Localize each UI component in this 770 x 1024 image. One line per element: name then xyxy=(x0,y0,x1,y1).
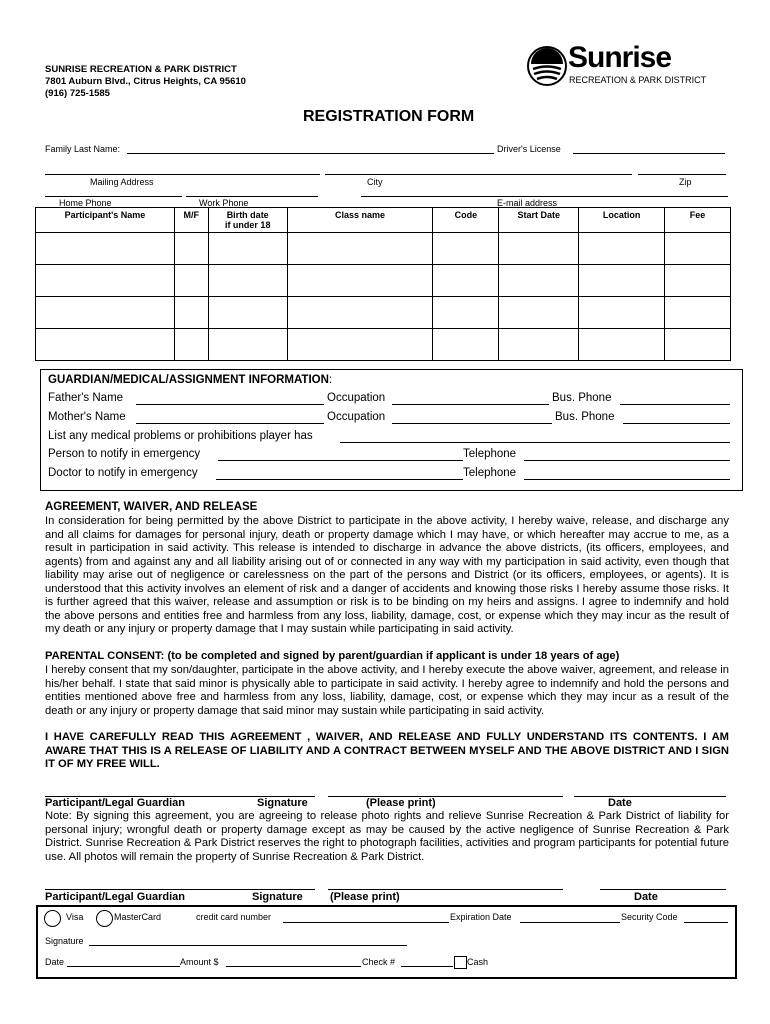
doctor-label: Doctor to notify in emergency xyxy=(48,467,198,479)
mastercard-label: MasterCard xyxy=(114,912,162,922)
father-occupation-field[interactable] xyxy=(392,404,549,405)
col-class-name: Class name xyxy=(287,208,433,233)
table-row[interactable] xyxy=(36,233,731,265)
medical-label: List any medical problems or prohibitions player has xyxy=(48,430,313,442)
doctor-telephone-label: Telephone xyxy=(463,467,517,479)
org-phone: (916) 725-1585 xyxy=(45,88,110,99)
mother-name-label: Mother's Name xyxy=(48,411,126,423)
security-code-label: Security Code xyxy=(621,912,678,922)
father-name-field[interactable] xyxy=(136,404,324,405)
sig1-signature-label: Signature xyxy=(257,797,308,809)
sig1-print-label: (Please print) xyxy=(366,797,436,809)
guardian-heading-wrap xyxy=(48,374,332,386)
org-address: 7801 Auburn Blvd., Citrus Heights, CA 95610 xyxy=(45,76,246,87)
payment-signature-label: Signature xyxy=(45,936,84,946)
agreement-body: In consideration for being permitted by the above District to participate in the above activity, I hereby waive, release, and discharge any and all claims for damages for personal injury, death or property damage which I may have, or which hereafter may accrue to me, as a result in participation in said activity. This release is intended to discharge in advance the above districts, (its officers, employees, and agents) from and against any and all liability arising out of or connected in any way with my participation in said activity, even though that liability may arise out of negligence or carelessness on the part of the persons and District (or its officers, employees, or agents). It is understood that this activity involves an element of risk and a danger of accidents and knowing those risks I hereby assume those risks. It is further agreed that this waiver, release and assumption or risk is to be binding on my heirs and assigns. I agree to indemnify and hold the above persons and entities free and harmless from any loss, liability, damage, cost, or expense which they may incur as the result of my death or any injury or property damage that I may sustain while participating in said activity. xyxy=(45,515,729,635)
security-code-field[interactable] xyxy=(684,922,728,923)
sig1-participant-label: Participant/Legal Guardian xyxy=(45,797,185,809)
check-number-field[interactable] xyxy=(401,966,453,967)
drivers-license-field[interactable] xyxy=(573,153,725,154)
sig2-signature-label: Signature xyxy=(252,891,303,903)
work-phone-field[interactable] xyxy=(186,196,318,197)
visa-radio[interactable] xyxy=(44,910,61,927)
zip-label: Zip xyxy=(679,177,692,187)
mother-bus-phone-label: Bus. Phone xyxy=(555,411,615,423)
father-bus-phone-field[interactable] xyxy=(620,404,730,405)
sunrise-logo-icon xyxy=(527,46,567,86)
father-bus-phone-label: Bus. Phone xyxy=(552,392,612,404)
home-phone-label: Home Phone xyxy=(59,198,112,208)
col-location: Location xyxy=(579,208,665,233)
guardian-heading: GUARDIAN/MEDICAL/ASSIGNMENT INFORMATION xyxy=(48,374,329,386)
table-row[interactable] xyxy=(36,329,731,361)
col-birth-date-label: Birth date if under 18 xyxy=(224,210,271,230)
card-number-label: credit card number xyxy=(196,912,272,922)
cash-label: Cash xyxy=(467,957,489,967)
sig2-participant-label: Participant/Legal Guardian xyxy=(45,891,185,903)
zip-field[interactable] xyxy=(638,174,726,175)
logo-word: Sunrise xyxy=(568,41,672,74)
date1-line[interactable] xyxy=(574,796,726,797)
expiration-label: Expiration Date xyxy=(450,912,512,922)
emergency-telephone-label: Telephone xyxy=(463,448,517,460)
father-occupation-label: Occupation xyxy=(327,392,386,404)
emergency-label: Person to notify in emergency xyxy=(48,448,201,460)
emergency-field[interactable] xyxy=(218,460,463,461)
email-label: E-mail address xyxy=(497,198,558,208)
print-name2-line[interactable] xyxy=(328,889,563,890)
city-label: City xyxy=(367,177,383,187)
mother-name-field[interactable] xyxy=(136,423,324,424)
expiration-field[interactable] xyxy=(520,922,620,923)
print-name1-line[interactable] xyxy=(328,796,563,797)
agreement-heading: AGREEMENT, WAIVER, AND RELEASE xyxy=(45,501,258,513)
check-label: Check # xyxy=(362,957,396,967)
drivers-license-label: Driver's License xyxy=(497,144,561,154)
cash-checkbox[interactable] xyxy=(454,956,467,969)
col-birth-date xyxy=(208,208,287,233)
card-number-field[interactable] xyxy=(283,922,449,923)
table-row[interactable] xyxy=(36,265,731,297)
date2-line[interactable] xyxy=(600,889,726,890)
family-last-name-label: Family Last Name: xyxy=(45,144,121,154)
mailing-address-label: Mailing Address xyxy=(90,177,154,187)
doctor-field[interactable] xyxy=(216,479,463,480)
col-mf: M/F xyxy=(174,208,208,233)
org-name: SUNRISE RECREATION & PARK DISTRICT xyxy=(45,64,237,75)
doctor-telephone-field[interactable] xyxy=(524,479,730,480)
parental-consent-heading: PARENTAL CONSENT: (to be completed and signed by parent/guardian if applicant is under 18 years of age) xyxy=(45,650,620,662)
payment-signature-field[interactable] xyxy=(89,945,407,946)
agreement-caps: I HAVE CAREFULLY READ THIS AGREEMENT , WAIVER, AND RELEASE AND FULLY UNDERSTAND ITS CONTENTS. I AM AWARE THAT THIS IS A RELEASE OF LIABILITY AND A CONTRACT BETWEEN MYSELF AND THE ABOVE DISTRICT AND I SIGN IT OF MY FREE WILL. xyxy=(45,731,729,770)
col-start-date: Start Date xyxy=(499,208,579,233)
payment-date-field[interactable] xyxy=(67,966,180,967)
parental-consent-body: I hereby consent that my son/daughter, participate in the above activity, and I hereby execute the above waiver, agreement, and release in his/her behalf. I state that said minor is physically able to participate in said activity. I hereby agree to indemnify and hold the persons and entities mentioned above free and harmless from any loss, liability, damage, cost, or expense which they may incur as a result of the death or any injury or property damage that said minor may sustain while participating in said activity. xyxy=(45,664,729,717)
mother-bus-phone-field[interactable] xyxy=(623,423,730,424)
mastercard-radio[interactable] xyxy=(96,910,113,927)
emergency-telephone-field[interactable] xyxy=(524,460,730,461)
form-title: REGISTRATION FORM xyxy=(303,108,475,125)
participant-table xyxy=(35,207,731,361)
home-phone-field[interactable] xyxy=(45,196,182,197)
medical-field[interactable] xyxy=(340,442,730,443)
city-field[interactable] xyxy=(325,174,632,175)
mother-occupation-label: Occupation xyxy=(327,411,386,423)
mother-occupation-field[interactable] xyxy=(392,423,552,424)
email-field[interactable] xyxy=(361,196,728,197)
payment-date-label: Date xyxy=(45,957,65,967)
signature2-line[interactable] xyxy=(45,889,315,890)
family-last-name-field[interactable] xyxy=(127,153,494,154)
table-row[interactable] xyxy=(36,297,731,329)
col-code: Code xyxy=(433,208,499,233)
sig2-print-label: (Please print) xyxy=(330,891,400,903)
mailing-address-field[interactable] xyxy=(45,174,320,175)
work-phone-label: Work Phone xyxy=(199,198,249,208)
sig2-date-label: Date xyxy=(634,891,658,903)
photo-release-note: Note: By signing this agreement, you are agreeing to release photo rights and relieve Sunrise Recreation & Park District of liability for personal injury; wrongful death or property damage except as may be caused by the active negligence of Sunrise Recreation & Park District. Sunrise Recreation & Park District reserves the right to photograph facilities, activities and program participants for potential future use. All photos will remain the property of Sunrise Recreation & Park District. xyxy=(45,810,729,863)
sig1-date-label: Date xyxy=(608,797,632,809)
col-fee: Fee xyxy=(665,208,731,233)
amount-field[interactable] xyxy=(226,966,361,967)
visa-label: Visa xyxy=(66,912,84,922)
father-name-label: Father's Name xyxy=(48,392,124,404)
amount-label: Amount $ xyxy=(180,957,219,967)
guardian-heading-colon: : xyxy=(328,374,333,386)
logo-subtitle: RECREATION & PARK DISTRICT xyxy=(569,75,707,85)
col-participant-name: Participant's Name xyxy=(36,208,175,233)
table-header-row xyxy=(36,208,731,233)
